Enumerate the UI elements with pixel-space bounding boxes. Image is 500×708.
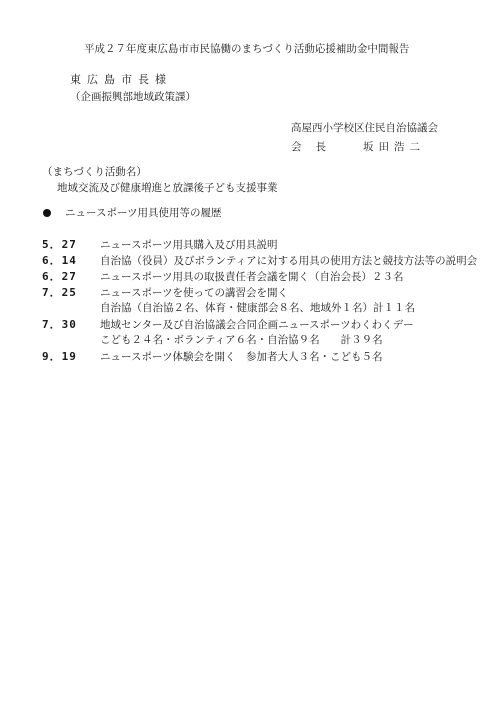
entry-date: 7．30: [42, 318, 77, 331]
history-entry: [42, 270, 404, 284]
sender-organization: 高屋西小学校区住民自治協議会: [291, 122, 438, 134]
history-entry: [42, 318, 414, 332]
history-entry: [42, 286, 288, 300]
entry-text: ニュースポーツを使っての講習会を開く: [100, 287, 289, 299]
entry-date: 5．27: [42, 238, 77, 251]
sender-signature: [291, 141, 425, 154]
entry-text-continued: 自治協（自治協２名、体育・健康部会８名、地域外１名）計１１名: [100, 302, 415, 314]
section-heading: ニュースポーツ用具使用等の履歴: [65, 207, 222, 219]
project-name: 地域交流及び健康増進と放課後子ども支援事業: [57, 182, 278, 194]
entry-text-continued: こども２４名・ボランティア６名・自治協９名 計３９名: [100, 334, 383, 346]
entry-text: ニュースポーツ用具購入及び用具説明: [100, 239, 278, 251]
entry-text: 自治協（役員）及びボランティアに対する用具の使用方法と競技方法等の説明会: [100, 255, 478, 267]
entry-date: 9．19: [42, 350, 77, 363]
section-heading-row: [43, 207, 222, 220]
addressee: 東広島市長様: [70, 73, 172, 86]
history-entry: [42, 350, 383, 364]
history-entry: [42, 254, 477, 268]
history-entry: [42, 238, 278, 252]
sender-name: 坂田浩二: [363, 141, 425, 153]
document-title: 平成２７年度東広島市市民協働のまちづくり活動応援補助金中間報告: [84, 43, 410, 55]
bullet-icon: [43, 209, 51, 217]
entry-text: 地域センター及び自治協議会合同企画ニュースポーツわくわくデー: [100, 319, 414, 331]
entry-text: ニュースポーツ用具の取扱責任者会議を開く（自治会長）２３名: [100, 271, 404, 283]
entry-date: 6．14: [42, 254, 77, 267]
entry-text: ニュースポーツ体験会を開く 参加者大人３名・こども５名: [100, 351, 383, 363]
sender-role: 会長: [291, 141, 340, 153]
entry-date: 7．25: [42, 286, 77, 299]
addressee-department: （企画振興部地域政策課）: [70, 91, 196, 103]
project-label: （まちづくり活動名）: [42, 166, 147, 178]
entry-date: 6．27: [42, 270, 77, 283]
